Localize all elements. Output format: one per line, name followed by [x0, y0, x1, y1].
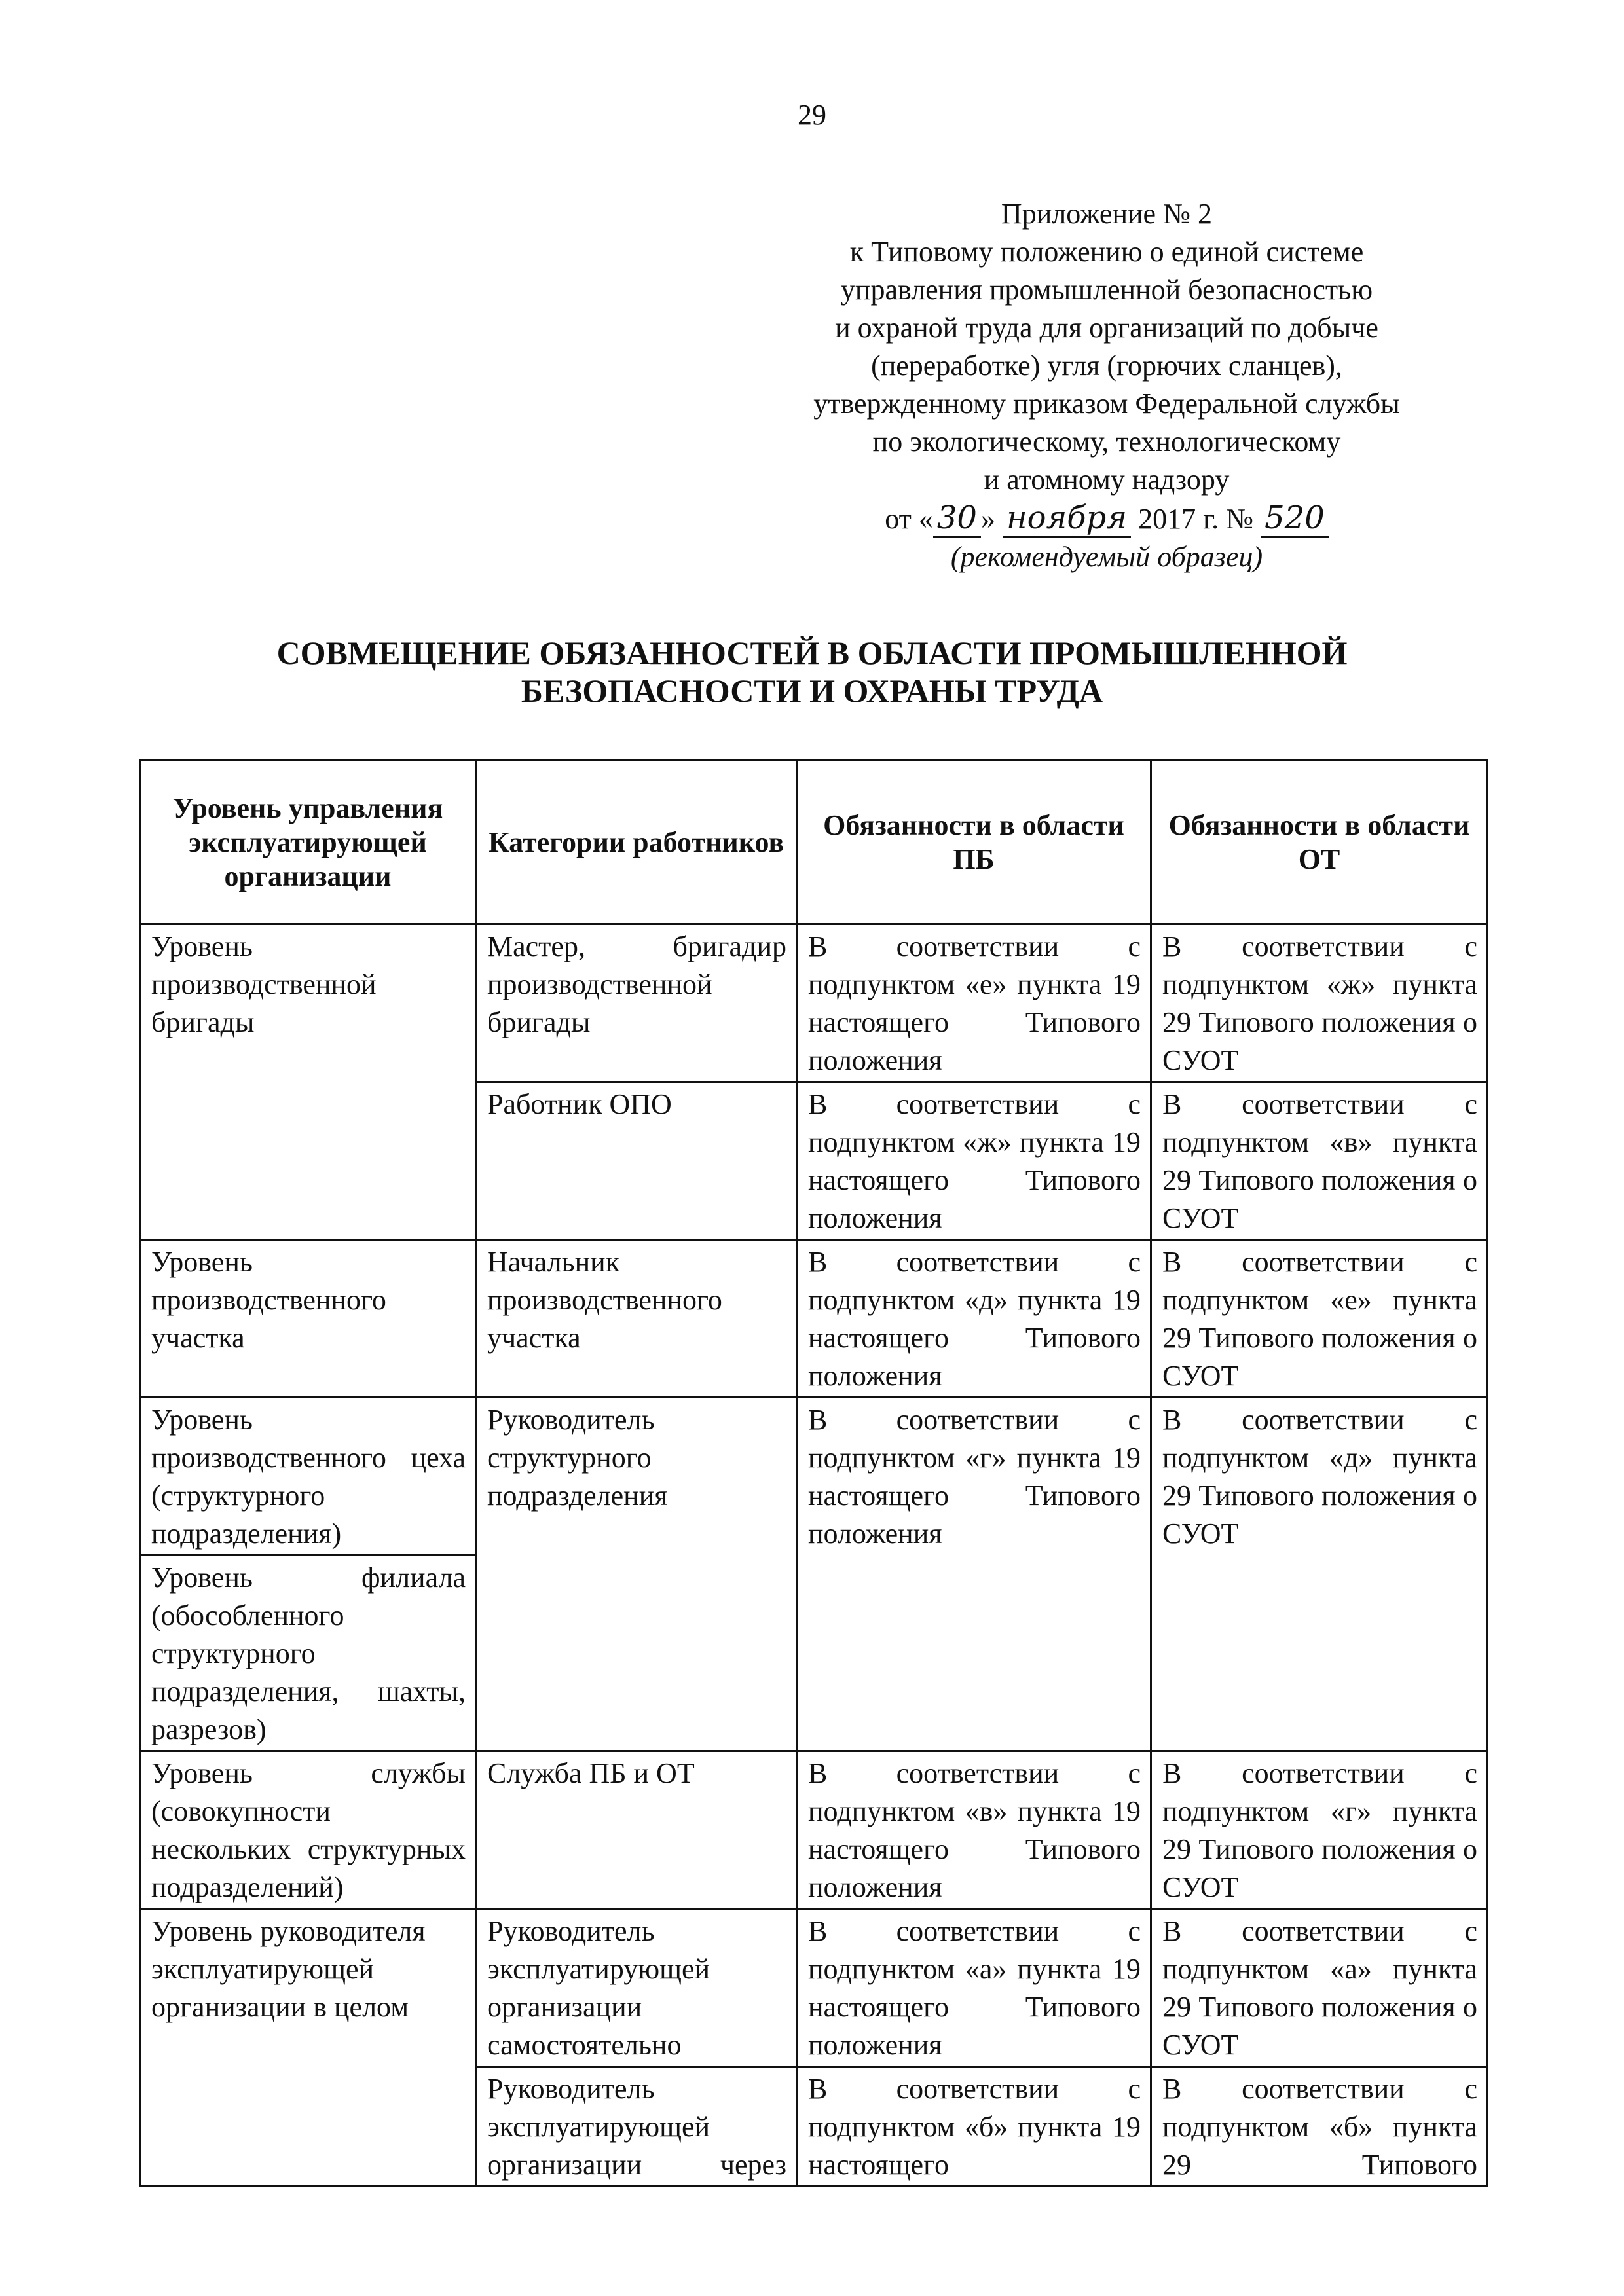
annex-header: [753, 195, 1460, 576]
annex-line: и атомному надзору: [984, 464, 1230, 496]
category-cell: Руководитель структурного подразделения: [476, 1398, 797, 1751]
annex-line: утвержденному приказом Федеральной службы: [813, 388, 1400, 420]
ot-duty-cell: В соответствии с подпунктом «г» пункта 29 Типового положения о СУОТ: [1151, 1751, 1488, 1909]
title-line-2: БЕЗОПАСНОСТИ И ОХРАНЫ ТРУДА: [521, 672, 1103, 709]
handwritten-order-number: 520: [1261, 500, 1329, 538]
annex-line: к Типовому положению о единой системе: [849, 236, 1364, 268]
year-text: 2017 г. №: [1138, 503, 1254, 535]
ot-duty-cell: В соответствии с подпунктом «в» пункта 29 Типового положения о СУОТ: [1151, 1082, 1488, 1240]
date-prefix: от «: [885, 503, 933, 535]
title-line-1: СОВМЕЩЕНИЕ ОБЯЗАННОСТЕЙ В ОБЛАСТИ ПРОМЫШЛЕННОЙ: [276, 634, 1348, 671]
level-cell: Уровень производственного цеха (структурного подразделения): [140, 1398, 476, 1556]
level-cell: Уровень руководителя эксплуатирующей организации в целом: [140, 1909, 476, 2187]
handwritten-month: ноября: [1003, 500, 1131, 538]
date-close: »: [980, 503, 995, 535]
table-row: [140, 1240, 1488, 1398]
table-row: [140, 1909, 1488, 2067]
header-ot: Обязанности в области ОТ: [1151, 761, 1488, 924]
pb-duty-cell: В соответствии с подпунктом «в» пункта 19 настоящего Типового положения: [797, 1751, 1151, 1909]
category-cell: Служба ПБ и ОТ: [476, 1751, 797, 1909]
ot-duty-cell: В соответствии с подпунктом «е» пункта 29 Типового положения о СУОТ: [1151, 1240, 1488, 1398]
category-cell: Работник ОПО: [476, 1082, 797, 1240]
ot-duty-cell: В соответствии с подпунктом «б» пункта 29 Типового: [1151, 2067, 1488, 2187]
recommended-sample-note: (рекомендуемый образец): [950, 541, 1263, 573]
table-row: [140, 1398, 1488, 1556]
pb-duty-cell: В соответствии с подпунктом «ж» пункта 19 настоящего Типового положения: [797, 1082, 1151, 1240]
annex-line: по экологическому, технологическому: [872, 426, 1341, 458]
order-date-line: [753, 499, 1460, 538]
category-cell: Руководитель эксплуатирующей организации самостоятельно: [476, 1909, 797, 2067]
pb-duty-cell: В соответствии с подпунктом «б» пункта 19 настоящего: [797, 2067, 1151, 2187]
annex-line: управления промышленной безопасностью: [840, 274, 1373, 306]
duties-table: [139, 759, 1488, 2187]
header-level: Уровень управления эксплуатирующей организации: [140, 761, 476, 924]
pb-duty-cell: В соответствии с подпунктом «г» пункта 19 настоящего Типового положения: [797, 1398, 1151, 1751]
ot-duty-cell: В соответствии с подпунктом «а» пункта 29 Типового положения о СУОТ: [1151, 1909, 1488, 2067]
level-cell: Уровень филиала (обособленного структурного подразделения, шахты, разрезов): [140, 1556, 476, 1751]
table-row: [140, 1751, 1488, 1909]
table-header-row: [140, 761, 1488, 924]
header-categories: Категории работников: [476, 761, 797, 924]
category-cell: Мастер, бригадир производственной бригады: [476, 924, 797, 1082]
handwritten-day: 30: [933, 500, 981, 538]
document-title: [144, 634, 1480, 710]
annex-line: Приложение № 2: [1001, 198, 1213, 230]
page-number: 29: [798, 99, 826, 131]
level-cell: Уровень службы (совокупности нескольких структурных подразделений): [140, 1751, 476, 1909]
category-cell: Руководитель эксплуатирующей организации через: [476, 2067, 797, 2187]
pb-duty-cell: В соответствии с подпунктом «д» пункта 19 настоящего Типового положения: [797, 1240, 1151, 1398]
annex-line: (переработке) угля (горючих сланцев),: [871, 350, 1342, 382]
category-cell: Начальник производственного участка: [476, 1240, 797, 1398]
level-cell: Уровень производственного участка: [140, 1240, 476, 1398]
ot-duty-cell: В соответствии с подпунктом «д» пункта 29 Типового положения о СУОТ: [1151, 1398, 1488, 1751]
annex-line: и охраной труда для организаций по добыче: [835, 312, 1378, 344]
level-cell: Уровень производственной бригады: [140, 924, 476, 1240]
table-row: [140, 924, 1488, 1082]
header-pb: Обязанности в области ПБ: [797, 761, 1151, 924]
pb-duty-cell: В соответствии с подпунктом «а» пункта 19 настоящего Типового положения: [797, 1909, 1151, 2067]
pb-duty-cell: В соответствии с подпунктом «е» пункта 19 настоящего Типового положения: [797, 924, 1151, 1082]
ot-duty-cell: В соответствии с подпунктом «ж» пункта 29 Типового положения о СУОТ: [1151, 924, 1488, 1082]
